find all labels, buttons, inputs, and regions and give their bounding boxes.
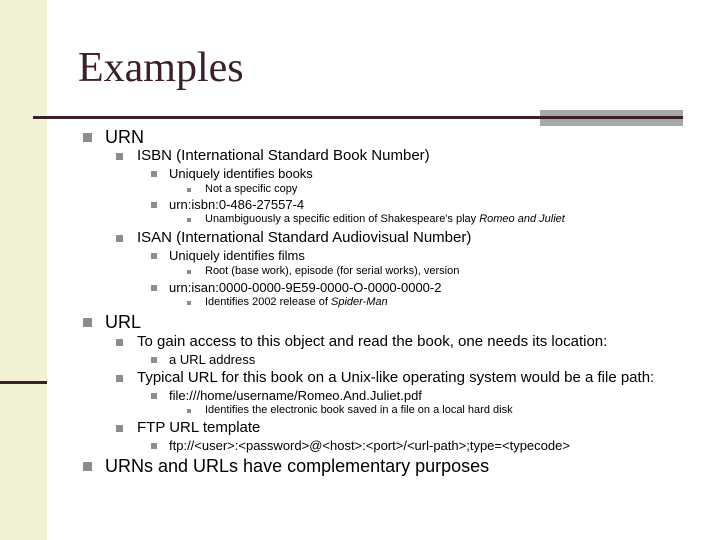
list-item-emphasis: Spider-Man (330, 296, 388, 308)
list-item-text: urn:isan:0000-0000-9E59-0000-O-0000-0000-2 (169, 280, 442, 295)
list-item-emphasis: Romeo and Juliet (479, 213, 565, 225)
bullet-marker-icon (187, 409, 191, 413)
list-item-level-2 (137, 420, 260, 435)
list-item-level-1 (105, 457, 489, 475)
list-item-level-2 (137, 148, 430, 163)
bullet-marker-icon (116, 153, 123, 160)
bullet-marker-icon (151, 202, 157, 208)
bullet-marker-icon (187, 188, 191, 192)
list-item-text: To gain access to this object and read the book, one needs its location: (137, 333, 608, 350)
list-item-text: ftp://<user>:<password>@<host>:<port>/<url-path>;type=<typecode> (169, 438, 570, 453)
list-item-text: Uniquely identifies books (169, 166, 313, 181)
list-item-text: Unambiguously a specific edition of Shakespeare's play (205, 213, 480, 225)
list-item-text: Uniquely identifies films (169, 248, 305, 263)
bullet-marker-icon (187, 301, 191, 305)
list-item-level-1 (105, 128, 144, 146)
list-item-level-3 (169, 353, 255, 366)
bullet-marker-icon (116, 339, 123, 346)
list-item-level-4 (205, 297, 388, 308)
list-item-text: Typical URL for this book on a Unix-like operating system would be a file path: (137, 369, 655, 386)
bullet-marker-icon (151, 171, 157, 177)
list-item-text: urn:isbn:0-486-27557-4 (169, 197, 305, 212)
list-item-level-3 (169, 167, 313, 180)
list-item-level-4 (205, 266, 459, 277)
bullet-marker-icon (83, 133, 92, 142)
list-item-text: ISBN (International Standard Book Number) (137, 147, 430, 164)
bullet-marker-icon (151, 285, 157, 291)
list-item-level-1 (105, 313, 141, 331)
bullet-marker-icon (151, 393, 157, 399)
bullet-marker-icon (116, 425, 123, 432)
list-item-level-2 (137, 370, 654, 385)
list-item-text: URNs and URLs have complementary purposes (105, 456, 490, 476)
bullet-marker-icon (151, 443, 157, 449)
list-item-level-4 (205, 405, 513, 416)
list-item-text: URN (105, 127, 144, 147)
list-item-level-3 (169, 198, 304, 211)
list-item-level-4 (205, 214, 565, 225)
list-item-text: ISAN (International Standard Audiovisual Number) (137, 229, 472, 246)
slide-title: Examples (78, 45, 244, 91)
list-item-level-3 (169, 389, 422, 402)
list-item-text: URL (105, 312, 142, 332)
list-item-text: file:///home/username/Romeo.And.Juliet.pdf (169, 388, 422, 403)
list-item-level-4 (205, 184, 297, 195)
list-item-text: Identifies the electronic book saved in a file on a local hard disk (205, 404, 513, 416)
bullet-marker-icon (83, 318, 92, 327)
list-item-text: Identifies 2002 release of (205, 296, 331, 308)
list-item-level-3 (169, 281, 441, 294)
list-item-text: Not a specific copy (205, 183, 298, 195)
list-item-level-2 (137, 230, 471, 245)
list-item-text: FTP URL template (137, 419, 261, 436)
list-item-text: Root (base work), episode (for serial works), version (205, 265, 460, 277)
bullet-marker-icon (83, 462, 92, 471)
list-item-level-3 (169, 249, 305, 262)
bullet-marker-icon (151, 253, 157, 259)
list-item-level-2 (137, 334, 607, 349)
list-item-level-3 (169, 439, 570, 452)
bullet-marker-icon (187, 218, 191, 222)
bullet-marker-icon (116, 375, 123, 382)
list-item-text: a URL address (169, 352, 256, 367)
bullet-marker-icon (116, 235, 123, 242)
bullet-marker-icon (187, 270, 191, 274)
bullet-marker-icon (151, 357, 157, 363)
